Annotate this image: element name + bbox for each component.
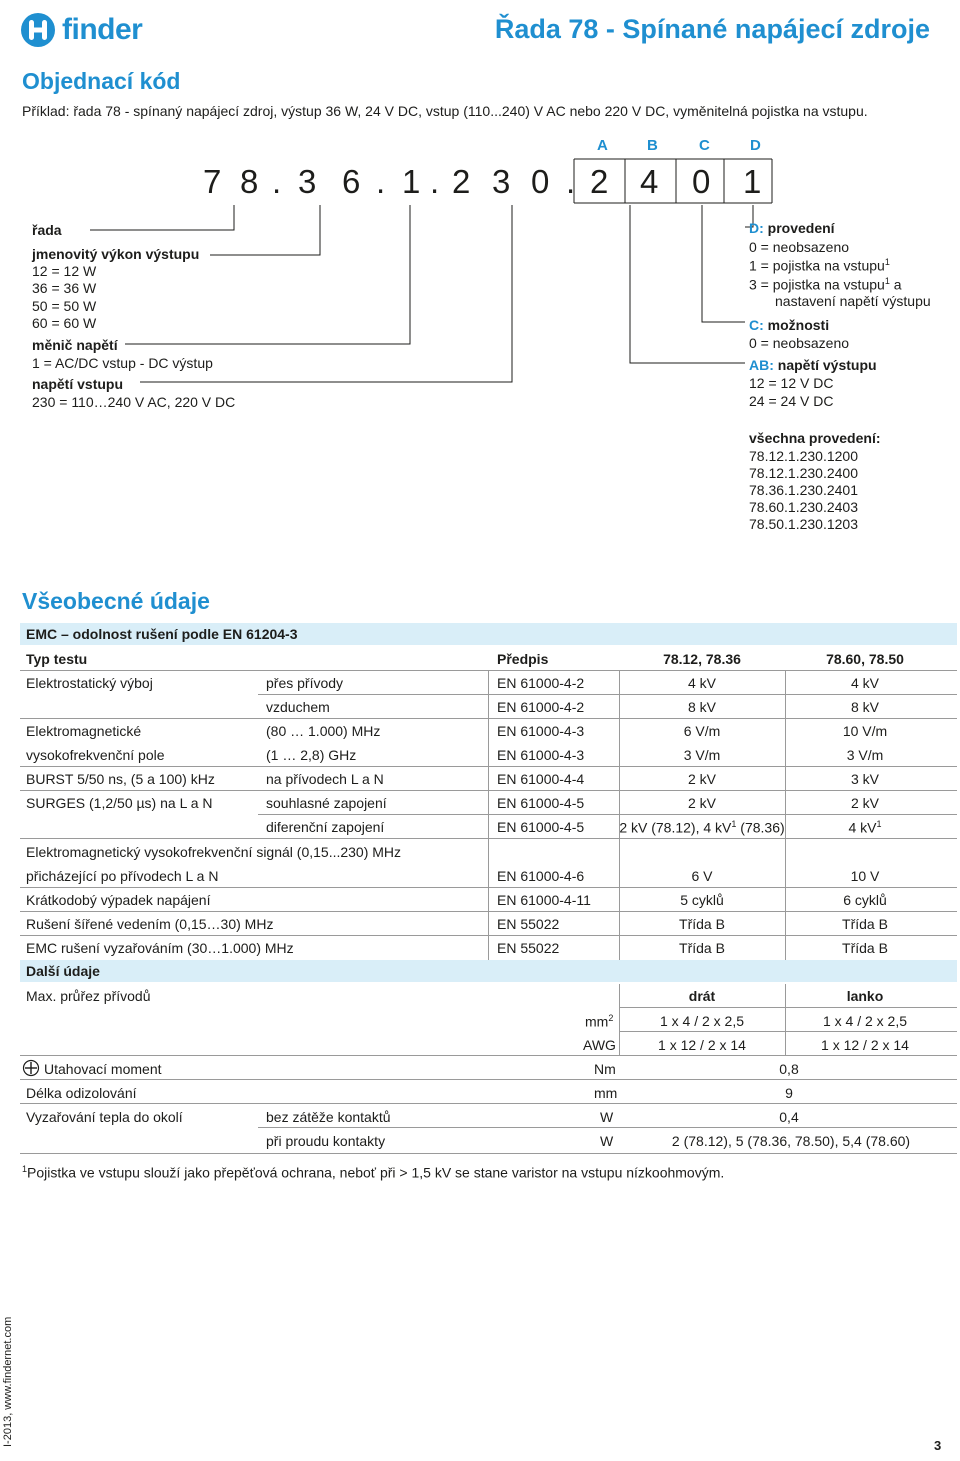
awg-solid: 1 x 12 / 2 x 14 — [658, 1037, 746, 1053]
divider — [258, 814, 957, 815]
row-value-a: 6 V — [691, 868, 713, 884]
divider — [20, 1103, 957, 1104]
mm2-stranded: 1 x 4 / 2 x 2,5 — [822, 1013, 908, 1029]
brand-name: finder — [62, 13, 143, 46]
row-standard: EN 61000-4-2 — [497, 699, 585, 715]
power-option-60: 60 = 60 W — [32, 315, 97, 331]
strip-unit: mm — [594, 1085, 618, 1101]
row-test-name: EMC rušení vyzařováním (30…1.000) MHz — [26, 940, 294, 956]
d-option-0: 0 = neobsazeno — [749, 239, 850, 255]
divider — [20, 887, 957, 888]
d-option-3-tail: a — [889, 276, 902, 293]
divider — [20, 718, 957, 719]
torque-value: 0,8 — [779, 1061, 799, 1077]
row-standard: EN 61000-4-3 — [497, 747, 585, 763]
row-sub-condition: vzduchem — [266, 699, 330, 715]
order-code-heading: Objednací kód — [22, 68, 181, 94]
footnote — [22, 1164, 724, 1181]
code-dot-2: . — [376, 163, 386, 200]
divider — [20, 790, 957, 791]
column-separator — [619, 984, 620, 1056]
version-code: 78.12.1.230.2400 — [749, 465, 858, 481]
d-option-3-line2: nastavení napětí výstupu — [775, 293, 931, 309]
mm2-solid: 1 x 4 / 2 x 2,5 — [659, 1013, 745, 1029]
divider — [20, 766, 957, 767]
torque-label: Utahovací moment — [44, 1061, 162, 1077]
power-label: jmenovitý výkon výstupu — [32, 246, 200, 262]
heat-label: Vyzařování tepla do okolí — [26, 1109, 183, 1125]
col-header-a: 78.12, 78.36 — [663, 651, 741, 667]
divider — [258, 694, 957, 695]
other-band — [20, 960, 957, 982]
divider — [20, 1055, 957, 1056]
code-letter-b: B — [647, 137, 658, 154]
torque-icon — [22, 1059, 40, 1077]
row-value-b: Třída B — [842, 916, 888, 932]
code-digit-3: 3 — [298, 163, 317, 200]
row-standard: EN 61000-4-3 — [497, 723, 585, 739]
footnote-text: Pojistka ve vstupu slouží jako přepěťová ochrana, neboť při > 1,5 kV se stane varistor na vstupu nízkoohmovým. — [27, 1164, 725, 1181]
d-option-3-sup: 1 — [884, 276, 890, 286]
power-option-50: 50 = 50 W — [32, 298, 97, 314]
divider — [619, 1031, 957, 1032]
emc-band-label: EMC – odolnost rušení podle EN 61204-3 — [26, 626, 298, 642]
d-option-1 — [749, 257, 890, 274]
row-test-name: Elektromagnetické — [26, 723, 142, 739]
divider — [20, 935, 957, 936]
row-value-a — [619, 819, 785, 836]
row-test-name: přicházející po přívodech L a N — [26, 868, 219, 884]
row-value-a: 6 V/m — [683, 723, 721, 739]
version-code: 78.50.1.230.1203 — [749, 516, 858, 532]
row-value-a-tail: (78.36) — [736, 819, 785, 836]
row-value-a: Třída B — [679, 916, 725, 932]
d-label: provedení — [767, 220, 835, 236]
row-test-name: Elektrostatický výboj — [26, 675, 153, 691]
row-value-a-text: 2 kV (78.12), 4 kV — [619, 819, 732, 836]
version-code: 78.60.1.230.2403 — [749, 499, 858, 515]
row-value-b: 6 cyklů — [843, 892, 887, 908]
heat-value-current: 2 (78.12), 5 (78.36, 78.50), 5,4 (78.60) — [671, 1133, 911, 1149]
code-dot-4: . — [566, 163, 576, 200]
code-digit-10: 4 — [640, 163, 659, 200]
code-digit-7: 3 — [492, 163, 511, 200]
row-standard: EN 61000-4-5 — [497, 795, 585, 811]
code-digit-6: 2 — [452, 163, 471, 200]
code-digit-11: 0 — [692, 163, 711, 200]
row-value-a-sup: 1 — [731, 819, 737, 829]
row-value-a: 2 kV — [687, 771, 716, 787]
mm2-unit — [585, 1013, 613, 1030]
d-key: D: — [749, 220, 764, 236]
row-value-b: 3 V/m — [846, 747, 884, 763]
power-option-12: 12 = 12 W — [32, 263, 97, 279]
wire-col-stranded: lanko — [846, 988, 884, 1004]
d-option-3 — [749, 276, 902, 293]
code-digit-4: 6 — [342, 163, 361, 200]
order-code-example: Příklad: řada 78 - spínaný napájecí zdroj, výstup 36 W, 24 V DC, vstup (110...240) V AC nebo 220 V DC, vyměnitelná pojistka na vstupu. — [22, 103, 868, 119]
heat-sub-noload: bez zátěže kontaktů — [266, 1109, 391, 1125]
wire-col-solid: drát — [688, 988, 716, 1004]
code-letter-d: D — [750, 137, 761, 154]
page-number: 3 — [934, 1438, 942, 1453]
code-digit-5: 1 — [402, 163, 421, 200]
row-test-name: Krátkodobý výpadek napájení — [26, 892, 211, 908]
heat-sub-current: při proudu kontakty — [266, 1133, 386, 1149]
awg-stranded: 1 x 12 / 2 x 14 — [821, 1037, 909, 1053]
row-standard: EN 61000-4-6 — [497, 868, 585, 884]
row-value-b: Třída B — [842, 940, 888, 956]
side-url: I-2013, www.findernet.com — [2, 1316, 14, 1447]
c-option-0: 0 = neobsazeno — [749, 335, 850, 351]
ab-option-24: 24 = 24 V DC — [749, 393, 834, 409]
d-option-1-sup: 1 — [884, 257, 890, 267]
wire-label: Max. průřez přívodů — [26, 988, 151, 1004]
row-sub-condition: souhlasné zapojení — [266, 795, 387, 811]
other-band-label: Další údaje — [26, 963, 100, 979]
finder-logo-icon — [20, 12, 56, 48]
code-digit-2: 8 — [240, 163, 259, 200]
d-heading — [749, 220, 835, 236]
row-value-a: 8 kV — [687, 699, 716, 715]
code-digit-12: 1 — [743, 163, 762, 200]
version-code: 78.12.1.230.1200 — [749, 448, 858, 464]
divider — [258, 1127, 957, 1128]
row-value-a: Třída B — [679, 940, 725, 956]
row-sub-condition: (80 … 1.000) MHz — [266, 723, 381, 739]
row-value-b — [790, 819, 940, 836]
code-letter-c: C — [699, 137, 710, 154]
series-label: řada — [32, 222, 62, 238]
row-standard: EN 61000-4-11 — [497, 892, 591, 908]
d-option-3-text: 3 = pojistka na vstupu — [749, 276, 885, 293]
row-value-b: 10 V — [850, 868, 880, 884]
code-dot-3: . — [430, 163, 440, 200]
heat-unit-current: W — [600, 1133, 614, 1149]
column-separator — [488, 670, 489, 960]
row-value-a: 3 V/m — [683, 747, 721, 763]
row-value-b-sup: 1 — [876, 819, 882, 829]
ab-heading — [749, 357, 877, 373]
strip-value: 9 — [785, 1085, 793, 1101]
converter-option: 1 = AC/DC vstup - DC výstup — [32, 355, 213, 371]
col-header-test: Typ testu — [26, 651, 88, 667]
code-letter-a: A — [597, 137, 608, 154]
heat-value-noload: 0,4 — [779, 1109, 799, 1125]
row-value-b: 8 kV — [850, 699, 879, 715]
code-digit-1: 7 — [203, 163, 222, 200]
code-dot-1: . — [272, 163, 282, 200]
finder-logo — [20, 12, 142, 48]
torque-unit: Nm — [594, 1061, 616, 1077]
row-value-a: 5 cyklů — [680, 892, 724, 908]
row-value-a: 4 kV — [687, 675, 716, 691]
heat-unit-noload: W — [600, 1109, 614, 1125]
row-sub-condition: diferenční zapojení — [266, 819, 385, 835]
row-sub-condition: (1 … 2,8) GHz — [266, 747, 357, 763]
ab-option-12: 12 = 12 V DC — [749, 375, 834, 391]
input-label: napětí vstupu — [32, 376, 124, 392]
row-test-name: vysokofrekvenční pole — [26, 747, 165, 763]
d-option-1-text: 1 = pojistka na vstupu — [749, 257, 885, 274]
row-sub-condition: přes přívody — [266, 675, 344, 691]
row-value-b: 2 kV — [850, 795, 879, 811]
converter-label: měnič napětí — [32, 337, 118, 353]
input-option: 230 = 110…240 V AC, 220 V DC — [32, 394, 236, 410]
code-digit-9: 2 — [590, 163, 609, 200]
row-standard: EN 61000-4-5 — [497, 819, 585, 835]
row-value-b: 3 kV — [850, 771, 879, 787]
row-standard: EN 55022 — [497, 940, 560, 956]
row-standard: EN 61000-4-4 — [497, 771, 585, 787]
strip-label: Délka odizolování — [26, 1085, 137, 1101]
all-versions-label: všechna provedení: — [749, 430, 881, 446]
col-header-standard: Předpis — [497, 651, 549, 667]
divider — [20, 1153, 957, 1154]
ab-label: napětí výstupu — [777, 357, 877, 373]
version-code: 78.36.1.230.2401 — [749, 482, 858, 498]
column-separator — [785, 984, 786, 1056]
row-test-name: Elektromagnetický vysokofrekvenční signál (0,15...230) MHz — [26, 844, 402, 860]
general-heading: Všeobecné údaje — [22, 588, 210, 614]
row-test-name: SURGES (1,2/50 µs) na L a N — [26, 795, 213, 811]
row-standard: EN 55022 — [497, 916, 560, 932]
row-test-name: BURST 5/50 ns, (5 a 100) kHz — [26, 771, 215, 787]
awg-unit: AWG — [583, 1037, 616, 1053]
row-test-name: Rušení šířené vedením (0,15…30) MHz — [26, 916, 274, 932]
row-value-a: 2 kV — [687, 795, 716, 811]
mm2-unit-text: mm — [585, 1013, 609, 1030]
column-separator — [619, 670, 620, 960]
row-value-b: 10 V/m — [842, 723, 888, 739]
mm2-unit-sup: 2 — [608, 1013, 614, 1023]
divider — [20, 911, 957, 912]
row-value-b: 4 kV — [850, 675, 879, 691]
column-separator — [785, 670, 786, 960]
c-heading — [749, 317, 829, 333]
divider — [619, 1007, 957, 1008]
row-sub-condition: na přívodech L a N — [266, 771, 384, 787]
power-option-36: 36 = 36 W — [32, 280, 97, 296]
row-standard: EN 61000-4-2 — [497, 675, 585, 691]
divider — [20, 1079, 957, 1080]
c-label: možnosti — [767, 317, 830, 333]
c-key: C: — [749, 317, 764, 333]
col-header-b: 78.60, 78.50 — [826, 651, 904, 667]
divider — [20, 838, 957, 839]
code-digit-8: 0 — [531, 163, 550, 200]
footnote-sup: 1 — [22, 1164, 28, 1174]
row-value-b-text: 4 kV — [848, 819, 877, 836]
ab-key: AB: — [749, 357, 774, 373]
series-title: Řada 78 - Spínané napájecí zdroje — [494, 14, 930, 44]
